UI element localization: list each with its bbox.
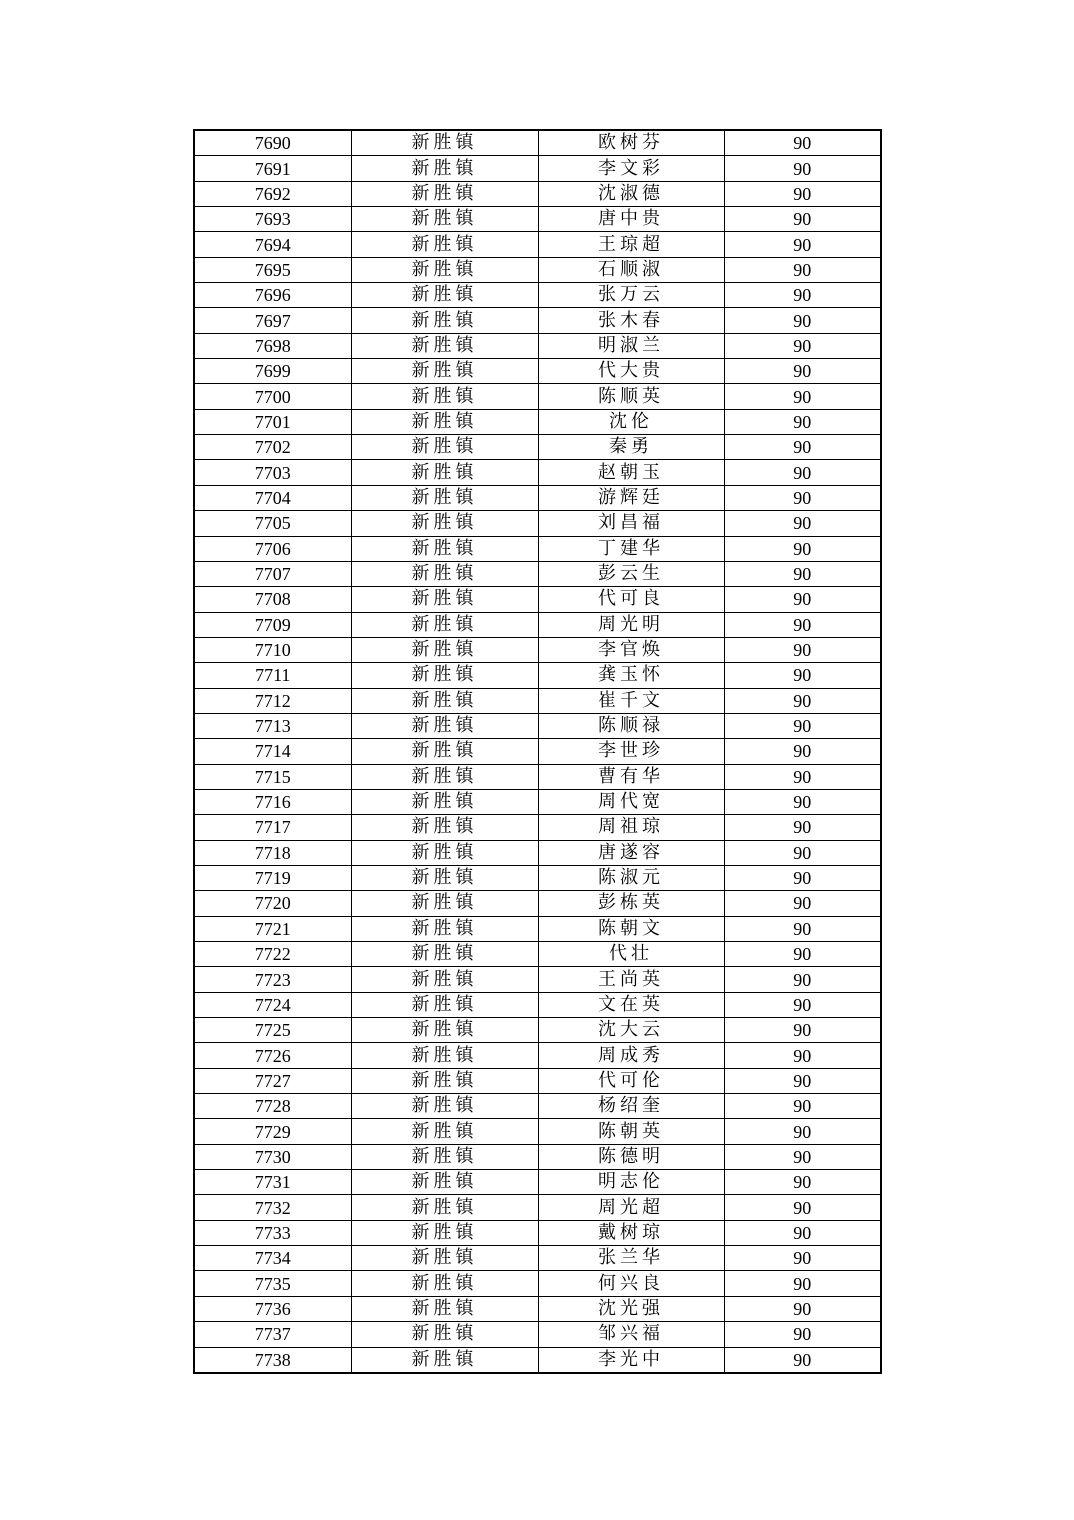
- cell-serial-number: 7733: [194, 1220, 351, 1245]
- cell-score: 90: [724, 1144, 881, 1169]
- cell-score: 90: [724, 637, 881, 662]
- cell-serial-number: 7720: [194, 891, 351, 916]
- cell-person-name: 邹兴福: [538, 1322, 724, 1347]
- cell-serial-number: 7701: [194, 409, 351, 434]
- cell-town: 新胜镇: [351, 815, 538, 840]
- cell-score: 90: [724, 511, 881, 536]
- cell-score: 90: [724, 942, 881, 967]
- cell-serial-number: 7712: [194, 688, 351, 713]
- table-row: [194, 612, 881, 637]
- cell-serial-number: 7730: [194, 1144, 351, 1169]
- cell-serial-number: 7704: [194, 485, 351, 510]
- table-row: [194, 1296, 881, 1321]
- cell-serial-number: 7728: [194, 1094, 351, 1119]
- cell-serial-number: 7700: [194, 384, 351, 409]
- cell-town: 新胜镇: [351, 1271, 538, 1296]
- cell-score: 90: [724, 1220, 881, 1245]
- cell-score: 90: [724, 688, 881, 713]
- cell-person-name: 周光超: [538, 1195, 724, 1220]
- cell-town: 新胜镇: [351, 1195, 538, 1220]
- table-row: [194, 409, 881, 434]
- table-row: [194, 663, 881, 688]
- cell-serial-number: 7725: [194, 1018, 351, 1043]
- cell-town: 新胜镇: [351, 1018, 538, 1043]
- cell-town: 新胜镇: [351, 992, 538, 1017]
- cell-person-name: 张兰华: [538, 1246, 724, 1271]
- cell-person-name: 代可良: [538, 587, 724, 612]
- cell-town: 新胜镇: [351, 916, 538, 941]
- cell-score: 90: [724, 992, 881, 1017]
- table-row: [194, 1220, 881, 1245]
- cell-person-name: 游辉廷: [538, 485, 724, 510]
- cell-town: 新胜镇: [351, 587, 538, 612]
- cell-person-name: 秦勇: [538, 435, 724, 460]
- cell-person-name: 沈伦: [538, 409, 724, 434]
- cell-serial-number: 7696: [194, 283, 351, 308]
- cell-score: 90: [724, 409, 881, 434]
- cell-person-name: 唐遂容: [538, 840, 724, 865]
- cell-score: 90: [724, 1296, 881, 1321]
- table-row: [194, 1170, 881, 1195]
- cell-serial-number: 7727: [194, 1068, 351, 1093]
- cell-serial-number: 7706: [194, 536, 351, 561]
- cell-town: 新胜镇: [351, 789, 538, 814]
- cell-person-name: 陈淑元: [538, 865, 724, 890]
- cell-serial-number: 7719: [194, 865, 351, 890]
- cell-town: 新胜镇: [351, 663, 538, 688]
- cell-town: 新胜镇: [351, 435, 538, 460]
- table-row: [194, 1094, 881, 1119]
- cell-score: 90: [724, 333, 881, 358]
- table-row: [194, 384, 881, 409]
- table-row: [194, 688, 881, 713]
- cell-person-name: 陈朝英: [538, 1119, 724, 1144]
- cell-serial-number: 7726: [194, 1043, 351, 1068]
- cell-person-name: 周祖琼: [538, 815, 724, 840]
- cell-serial-number: 7718: [194, 840, 351, 865]
- table-row: [194, 511, 881, 536]
- cell-score: 90: [724, 485, 881, 510]
- cell-person-name: 赵朝玉: [538, 460, 724, 485]
- table-row: [194, 942, 881, 967]
- cell-serial-number: 7707: [194, 561, 351, 586]
- table-row: [194, 283, 881, 308]
- table-row: [194, 637, 881, 662]
- cell-score: 90: [724, 663, 881, 688]
- cell-town: 新胜镇: [351, 207, 538, 232]
- cell-score: 90: [724, 1195, 881, 1220]
- cell-person-name: 明志伦: [538, 1170, 724, 1195]
- cell-score: 90: [724, 789, 881, 814]
- cell-person-name: 代大贵: [538, 359, 724, 384]
- table-row: [194, 1018, 881, 1043]
- cell-town: 新胜镇: [351, 536, 538, 561]
- cell-score: 90: [724, 130, 881, 156]
- cell-town: 新胜镇: [351, 257, 538, 282]
- cell-serial-number: 7737: [194, 1322, 351, 1347]
- table-row: [194, 840, 881, 865]
- cell-serial-number: 7713: [194, 713, 351, 738]
- cell-person-name: 王琼超: [538, 232, 724, 257]
- table-row: [194, 460, 881, 485]
- cell-score: 90: [724, 181, 881, 206]
- table-row: [194, 359, 881, 384]
- table-row: [194, 561, 881, 586]
- cell-town: 新胜镇: [351, 333, 538, 358]
- roster-table: [193, 129, 882, 1374]
- cell-town: 新胜镇: [351, 181, 538, 206]
- cell-person-name: 戴树琼: [538, 1220, 724, 1245]
- cell-person-name: 明淑兰: [538, 333, 724, 358]
- cell-town: 新胜镇: [351, 359, 538, 384]
- cell-person-name: 欧树芬: [538, 130, 724, 156]
- cell-person-name: 王尚英: [538, 967, 724, 992]
- cell-town: 新胜镇: [351, 942, 538, 967]
- cell-serial-number: 7702: [194, 435, 351, 460]
- cell-person-name: 周代宽: [538, 789, 724, 814]
- cell-town: 新胜镇: [351, 688, 538, 713]
- table-row: [194, 156, 881, 181]
- cell-score: 90: [724, 840, 881, 865]
- cell-score: 90: [724, 435, 881, 460]
- cell-town: 新胜镇: [351, 308, 538, 333]
- cell-score: 90: [724, 1018, 881, 1043]
- cell-serial-number: 7735: [194, 1271, 351, 1296]
- cell-person-name: 曹有华: [538, 764, 724, 789]
- table-row: [194, 587, 881, 612]
- cell-town: 新胜镇: [351, 283, 538, 308]
- cell-person-name: 张万云: [538, 283, 724, 308]
- cell-town: 新胜镇: [351, 1068, 538, 1093]
- cell-town: 新胜镇: [351, 130, 538, 156]
- cell-score: 90: [724, 1271, 881, 1296]
- cell-score: 90: [724, 865, 881, 890]
- cell-town: 新胜镇: [351, 156, 538, 181]
- cell-score: 90: [724, 232, 881, 257]
- cell-serial-number: 7738: [194, 1347, 351, 1373]
- table-row: [194, 789, 881, 814]
- table-row: [194, 713, 881, 738]
- table-row: [194, 916, 881, 941]
- cell-serial-number: 7695: [194, 257, 351, 282]
- cell-serial-number: 7714: [194, 739, 351, 764]
- cell-town: 新胜镇: [351, 1144, 538, 1169]
- cell-score: 90: [724, 713, 881, 738]
- cell-person-name: 周光明: [538, 612, 724, 637]
- cell-town: 新胜镇: [351, 511, 538, 536]
- cell-person-name: 文在英: [538, 992, 724, 1017]
- cell-town: 新胜镇: [351, 612, 538, 637]
- cell-serial-number: 7722: [194, 942, 351, 967]
- cell-town: 新胜镇: [351, 232, 538, 257]
- cell-serial-number: 7715: [194, 764, 351, 789]
- cell-town: 新胜镇: [351, 561, 538, 586]
- cell-score: 90: [724, 308, 881, 333]
- cell-town: 新胜镇: [351, 764, 538, 789]
- table-row: [194, 1195, 881, 1220]
- table-row: [194, 764, 881, 789]
- table-row: [194, 1068, 881, 1093]
- cell-serial-number: 7708: [194, 587, 351, 612]
- cell-town: 新胜镇: [351, 1347, 538, 1373]
- cell-town: 新胜镇: [351, 1220, 538, 1245]
- cell-serial-number: 7724: [194, 992, 351, 1017]
- cell-score: 90: [724, 283, 881, 308]
- cell-score: 90: [724, 561, 881, 586]
- cell-serial-number: 7694: [194, 232, 351, 257]
- table-row: [194, 992, 881, 1017]
- cell-serial-number: 7729: [194, 1119, 351, 1144]
- cell-town: 新胜镇: [351, 713, 538, 738]
- table-row: [194, 181, 881, 206]
- cell-town: 新胜镇: [351, 840, 538, 865]
- cell-town: 新胜镇: [351, 739, 538, 764]
- cell-town: 新胜镇: [351, 1170, 538, 1195]
- cell-score: 90: [724, 891, 881, 916]
- table-row: [194, 435, 881, 460]
- cell-town: 新胜镇: [351, 485, 538, 510]
- cell-serial-number: 7697: [194, 308, 351, 333]
- cell-person-name: 周成秀: [538, 1043, 724, 1068]
- cell-score: 90: [724, 1246, 881, 1271]
- cell-serial-number: 7690: [194, 130, 351, 156]
- table-row: [194, 815, 881, 840]
- cell-person-name: 李世珍: [538, 739, 724, 764]
- cell-person-name: 沈淑德: [538, 181, 724, 206]
- cell-score: 90: [724, 1119, 881, 1144]
- cell-person-name: 丁建华: [538, 536, 724, 561]
- cell-serial-number: 7692: [194, 181, 351, 206]
- cell-score: 90: [724, 764, 881, 789]
- table-row: [194, 1271, 881, 1296]
- cell-serial-number: 7698: [194, 333, 351, 358]
- cell-person-name: 石顺淑: [538, 257, 724, 282]
- cell-person-name: 陈顺禄: [538, 713, 724, 738]
- cell-town: 新胜镇: [351, 637, 538, 662]
- cell-person-name: 崔千文: [538, 688, 724, 713]
- cell-score: 90: [724, 815, 881, 840]
- table-row: [194, 333, 881, 358]
- cell-serial-number: 7732: [194, 1195, 351, 1220]
- cell-serial-number: 7721: [194, 916, 351, 941]
- table-row: [194, 1119, 881, 1144]
- cell-town: 新胜镇: [351, 865, 538, 890]
- table-row: [194, 891, 881, 916]
- cell-town: 新胜镇: [351, 460, 538, 485]
- table-row: [194, 232, 881, 257]
- cell-score: 90: [724, 1322, 881, 1347]
- cell-serial-number: 7699: [194, 359, 351, 384]
- cell-town: 新胜镇: [351, 409, 538, 434]
- cell-score: 90: [724, 587, 881, 612]
- cell-person-name: 沈光强: [538, 1296, 724, 1321]
- cell-serial-number: 7703: [194, 460, 351, 485]
- cell-person-name: 彭栋英: [538, 891, 724, 916]
- cell-person-name: 刘昌福: [538, 511, 724, 536]
- cell-score: 90: [724, 156, 881, 181]
- cell-score: 90: [724, 1043, 881, 1068]
- table-row: [194, 485, 881, 510]
- cell-serial-number: 7711: [194, 663, 351, 688]
- cell-town: 新胜镇: [351, 384, 538, 409]
- cell-score: 90: [724, 1094, 881, 1119]
- cell-serial-number: 7734: [194, 1246, 351, 1271]
- cell-person-name: 李光中: [538, 1347, 724, 1373]
- cell-score: 90: [724, 1347, 881, 1373]
- cell-serial-number: 7716: [194, 789, 351, 814]
- cell-serial-number: 7705: [194, 511, 351, 536]
- cell-person-name: 陈德明: [538, 1144, 724, 1169]
- cell-town: 新胜镇: [351, 1296, 538, 1321]
- cell-score: 90: [724, 916, 881, 941]
- cell-town: 新胜镇: [351, 967, 538, 992]
- table-row: [194, 207, 881, 232]
- cell-serial-number: 7709: [194, 612, 351, 637]
- cell-score: 90: [724, 359, 881, 384]
- table-row: [194, 1347, 881, 1373]
- cell-town: 新胜镇: [351, 1119, 538, 1144]
- cell-score: 90: [724, 1068, 881, 1093]
- cell-serial-number: 7710: [194, 637, 351, 662]
- table-row: [194, 130, 881, 156]
- cell-score: 90: [724, 460, 881, 485]
- table-row: [194, 1322, 881, 1347]
- cell-score: 90: [724, 967, 881, 992]
- table-row: [194, 739, 881, 764]
- table-body: [194, 130, 881, 1373]
- cell-person-name: 唐中贵: [538, 207, 724, 232]
- cell-person-name: 陈顺英: [538, 384, 724, 409]
- table-row: [194, 536, 881, 561]
- cell-town: 新胜镇: [351, 1322, 538, 1347]
- table-row: [194, 1144, 881, 1169]
- cell-person-name: 沈大云: [538, 1018, 724, 1043]
- cell-serial-number: 7723: [194, 967, 351, 992]
- table-row: [194, 257, 881, 282]
- cell-town: 新胜镇: [351, 1094, 538, 1119]
- cell-town: 新胜镇: [351, 1043, 538, 1068]
- cell-serial-number: 7736: [194, 1296, 351, 1321]
- cell-person-name: 陈朝文: [538, 916, 724, 941]
- cell-score: 90: [724, 207, 881, 232]
- cell-score: 90: [724, 612, 881, 637]
- cell-score: 90: [724, 384, 881, 409]
- cell-person-name: 彭云生: [538, 561, 724, 586]
- cell-person-name: 李官焕: [538, 637, 724, 662]
- cell-score: 90: [724, 257, 881, 282]
- cell-person-name: 杨绍奎: [538, 1094, 724, 1119]
- cell-score: 90: [724, 1170, 881, 1195]
- cell-person-name: 代可伦: [538, 1068, 724, 1093]
- table-row: [194, 1246, 881, 1271]
- cell-town: 新胜镇: [351, 891, 538, 916]
- cell-serial-number: 7717: [194, 815, 351, 840]
- cell-score: 90: [724, 739, 881, 764]
- cell-person-name: 龚玉怀: [538, 663, 724, 688]
- cell-serial-number: 7731: [194, 1170, 351, 1195]
- cell-town: 新胜镇: [351, 1246, 538, 1271]
- table-row: [194, 865, 881, 890]
- cell-person-name: 何兴良: [538, 1271, 724, 1296]
- table-row: [194, 1043, 881, 1068]
- cell-person-name: 李文彩: [538, 156, 724, 181]
- cell-serial-number: 7693: [194, 207, 351, 232]
- cell-serial-number: 7691: [194, 156, 351, 181]
- cell-score: 90: [724, 536, 881, 561]
- table-row: [194, 967, 881, 992]
- table-row: [194, 308, 881, 333]
- cell-person-name: 代壮: [538, 942, 724, 967]
- cell-person-name: 张木春: [538, 308, 724, 333]
